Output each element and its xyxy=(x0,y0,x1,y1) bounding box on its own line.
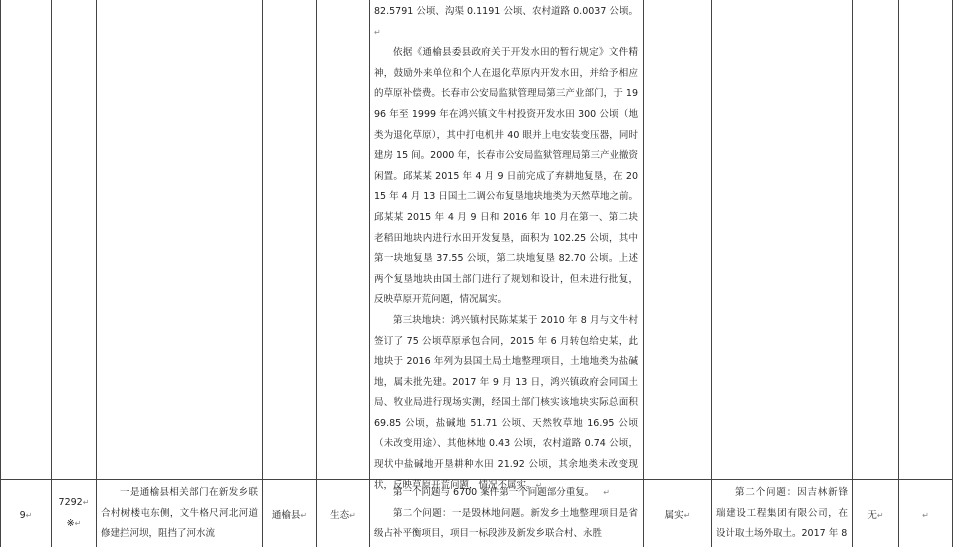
handling-text xyxy=(714,483,850,547)
verdict: 属实↵ xyxy=(664,510,691,521)
col-divider xyxy=(898,0,899,547)
table-border-right xyxy=(952,0,953,547)
complaint-text xyxy=(99,483,260,547)
col-divider xyxy=(96,0,97,547)
case-number: 7292↵ ※↵ xyxy=(58,497,90,529)
col-divider xyxy=(852,0,853,547)
table-border-left xyxy=(0,0,1,547)
description-paragraph: 82.5791 公顷、沟渠 0.1191 公顷、农村道路 0.0037 公顷。↵ xyxy=(374,6,638,37)
col-divider xyxy=(643,0,644,547)
category: 生态↵ xyxy=(330,510,356,521)
region: 通榆县↵ xyxy=(271,510,308,521)
description-paragraph: 第三块地块：鸿兴镇村民陈某某于 2010 年 8 月与文牛村签订了 75 公顷草原承包合同，2015 年 6 月转包给史某，此地块于 2016 年列为县国土局土地整理项目，土地地类为盐碱地，属未批先建。2017 年 9 月 13 日，鸿兴镇政府会同国土局、牧业局进行现场实测，经国土部门核实该地块实际总面积 69.85 公顷，盐碱地 51.71 公顷、天然牧草地 16.95 公顷（未改变用途）、其他林地 0.43 公顷，农村道路 0.74 公顷，现状中盐碱地开垦耕种水田 21.92 公顷，其余地类未改变现状，反映草原开荒问题，情况不属实。↵ xyxy=(374,314,638,491)
description-paragraph: 依据《通榆县委县政府关于开发水田的暂行规定》文件精神，鼓励外来单位和个人在退化草原内开发水田，并给予相应的草原补偿费。长春市公安局监狱管理局第三产业部门，于 1996 年至 1999 年在鸿兴镇文牛村投资开发水田 300 公顷（地类为退化草原），其中打电机井 40 眼并上电安装变压器，同时建房 15 间。2000 年，长春市公安局监狱管理局第三产业撤资闲置。邱某某 2015 年 4 月 9 日前完成了弃耕地复垦，在 2015 年 4 月 13 日国土二调公布复垦地块地类为天然草地之前。邱某某 2015 年 4 月 9 日和 2016 年 10 月在第一、第二块老稻田地块内进行水田开发复垦，面积为 102.25 公顷，其中第一块地复垦 37.55 公顷，第二块地复垦 82.70 公顷。上述两个复垦地块由国土部门进行了规划和设计，但未进行批复，反映草原开荒问题，情况属实。 xyxy=(374,47,638,306)
col-divider xyxy=(51,0,52,547)
col-divider xyxy=(262,0,263,547)
accountability: 无↵ xyxy=(867,510,884,521)
col-divider xyxy=(316,0,317,547)
handling-paragraph: 第二个问题：因吉林新锋瑞建设工程集团有限公司，在设计取土场外取土。2017 年 8 xyxy=(716,487,848,540)
remark: ↵ xyxy=(922,511,929,520)
top-row-description xyxy=(372,0,640,491)
row-index: 9↵ xyxy=(19,510,33,521)
col-divider xyxy=(369,0,370,547)
complaint-paragraph: 一是通榆县相关部门在新发乡联合村树楼屯东侧，文牛格尺河北河道修建拦河坝，阻挡了河水流 xyxy=(101,487,258,540)
findings-paragraph: 第二个问题：一是毁林地问题。新发乡土地整理项目是省级占补平衡项目，项目一标段涉及新发乡联合村、永胜 xyxy=(374,507,638,540)
findings-paragraph: 第一个问题与 6700 案件第一个问题部分重复。 ↵ xyxy=(393,487,610,498)
col-divider xyxy=(711,0,712,547)
findings-text xyxy=(372,483,640,547)
